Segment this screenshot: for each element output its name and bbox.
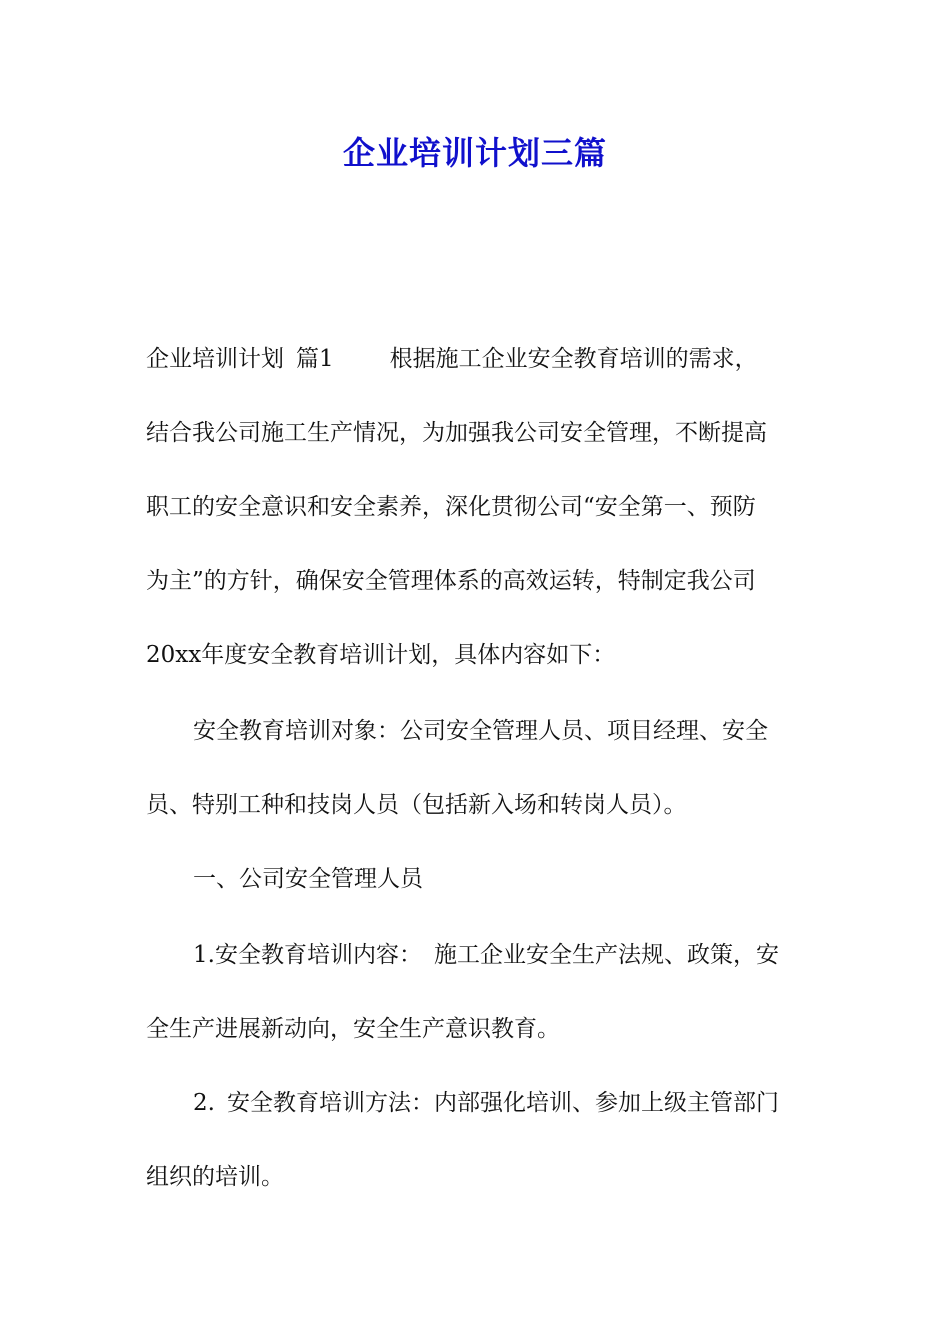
paragraph-line: 结合我公司施工生产情况，为加强我公司安全管理，不断提高 (146, 420, 767, 446)
section-number: 篇1 (296, 346, 334, 372)
paragraph-line (146, 1088, 779, 1118)
paragraph-line: 组织的培训。 (146, 1164, 284, 1190)
paragraph-line: 20xx年度安全教育培训计划，具体内容如下： (146, 642, 616, 668)
item-text: 安全教育培训方法：内部强化培训、参加上级主管部门 (226, 1090, 779, 1116)
paragraph-line: 为主”的方针，确保安全管理体系的高效运转，特制定我公司 (146, 568, 756, 594)
paragraph-line (146, 344, 758, 374)
paragraph-line (146, 940, 779, 970)
subheading-line: 一、公司安全管理人员 (193, 866, 423, 892)
paragraph-line: 职工的安全意识和安全素养，深化贯彻公司“安全第一、预防 (146, 494, 756, 520)
document-title: 企业培训计划三篇 (342, 134, 607, 172)
paragraph-line: 安全教育培训对象：公司安全管理人员、项目经理、安全 (193, 718, 768, 744)
item-label: 2. (193, 1090, 215, 1116)
item-label: 1.安全教育培训内容： (193, 942, 422, 968)
section-heading: 企业培训计划 (146, 346, 284, 372)
paragraph-text: 根据施工企业安全教育培训的需求， (389, 346, 758, 372)
paragraph-line: 员、特别工种和技岗人员（包括新入场和转岗人员）。 (146, 792, 687, 818)
item-text: 施工企业安全生产法规、政策，安 (433, 942, 779, 968)
paragraph-line: 全生产进展新动向，安全生产意识教育。 (146, 1016, 560, 1042)
